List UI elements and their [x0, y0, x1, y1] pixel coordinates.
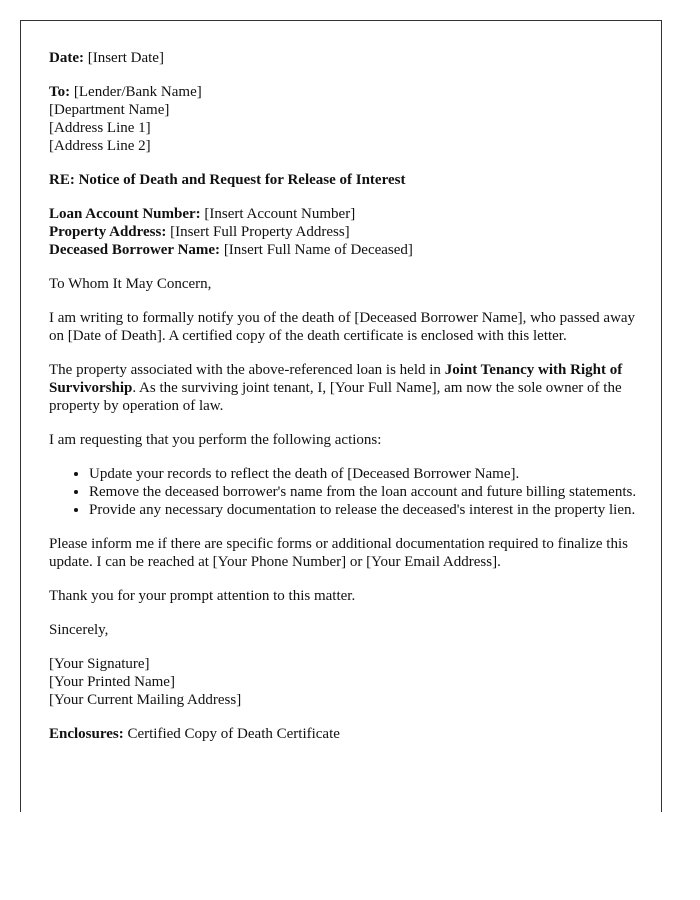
- list-item: • Provide any necessary documentation to release the deceased's interest in the property lien.: [89, 501, 647, 519]
- paragraph-notification: I am writing to formally notify you of the death of [Deceased Borrower Name], who passed away on [Date of Death]. A certified copy of the death certificate is enclosed with this letter.: [49, 310, 636, 344]
- salutation: To Whom It May Concern,: [49, 276, 212, 292]
- list-item: • Update your records to reflect the death of [Deceased Borrower Name].: [89, 465, 647, 483]
- signature-block: [Your Signature] [Your Printed Name] [Your Current Mailing Address]: [49, 656, 242, 708]
- list-item: • Remove the deceased borrower's name from the loan account and future billing statements.: [89, 483, 647, 501]
- account-details: Loan Account Number: [Insert Account Number] Property Address: [Insert Full Property Address] Deceased Borrower Name: [Insert Full Name of Deceased]: [49, 206, 413, 258]
- enclosures-line: Enclosures: Certified Copy of Death Certificate: [49, 726, 340, 742]
- date-line: Date: [Insert Date]: [49, 50, 164, 66]
- subject-line: RE: Notice of Death and Request for Release of Interest: [49, 172, 406, 188]
- paragraph-contact: Please inform me if there are specific forms or additional documentation required to finalize this update. I can be reached at [Your Phone Number] or [Your Email Address].: [49, 536, 628, 570]
- paragraph-ownership: The property associated with the above-referenced loan is held in Joint Tenancy with Right of Survivorship. As the surviving joint tenant, I, [Your Full Name], am now the sole owner of the property by operation of law.: [49, 362, 623, 414]
- paragraph-thanks: Thank you for your prompt attention to this matter.: [49, 588, 356, 604]
- recipient-block: To: [Lender/Bank Name] [Department Name] [Address Line 1] [Address Line 2]: [49, 84, 202, 154]
- letter-page: [20, 20, 662, 812]
- closing: Sincerely,: [49, 622, 109, 638]
- paragraph-request: I am requesting that you perform the following actions:: [49, 432, 382, 448]
- action-list: [49, 465, 647, 519]
